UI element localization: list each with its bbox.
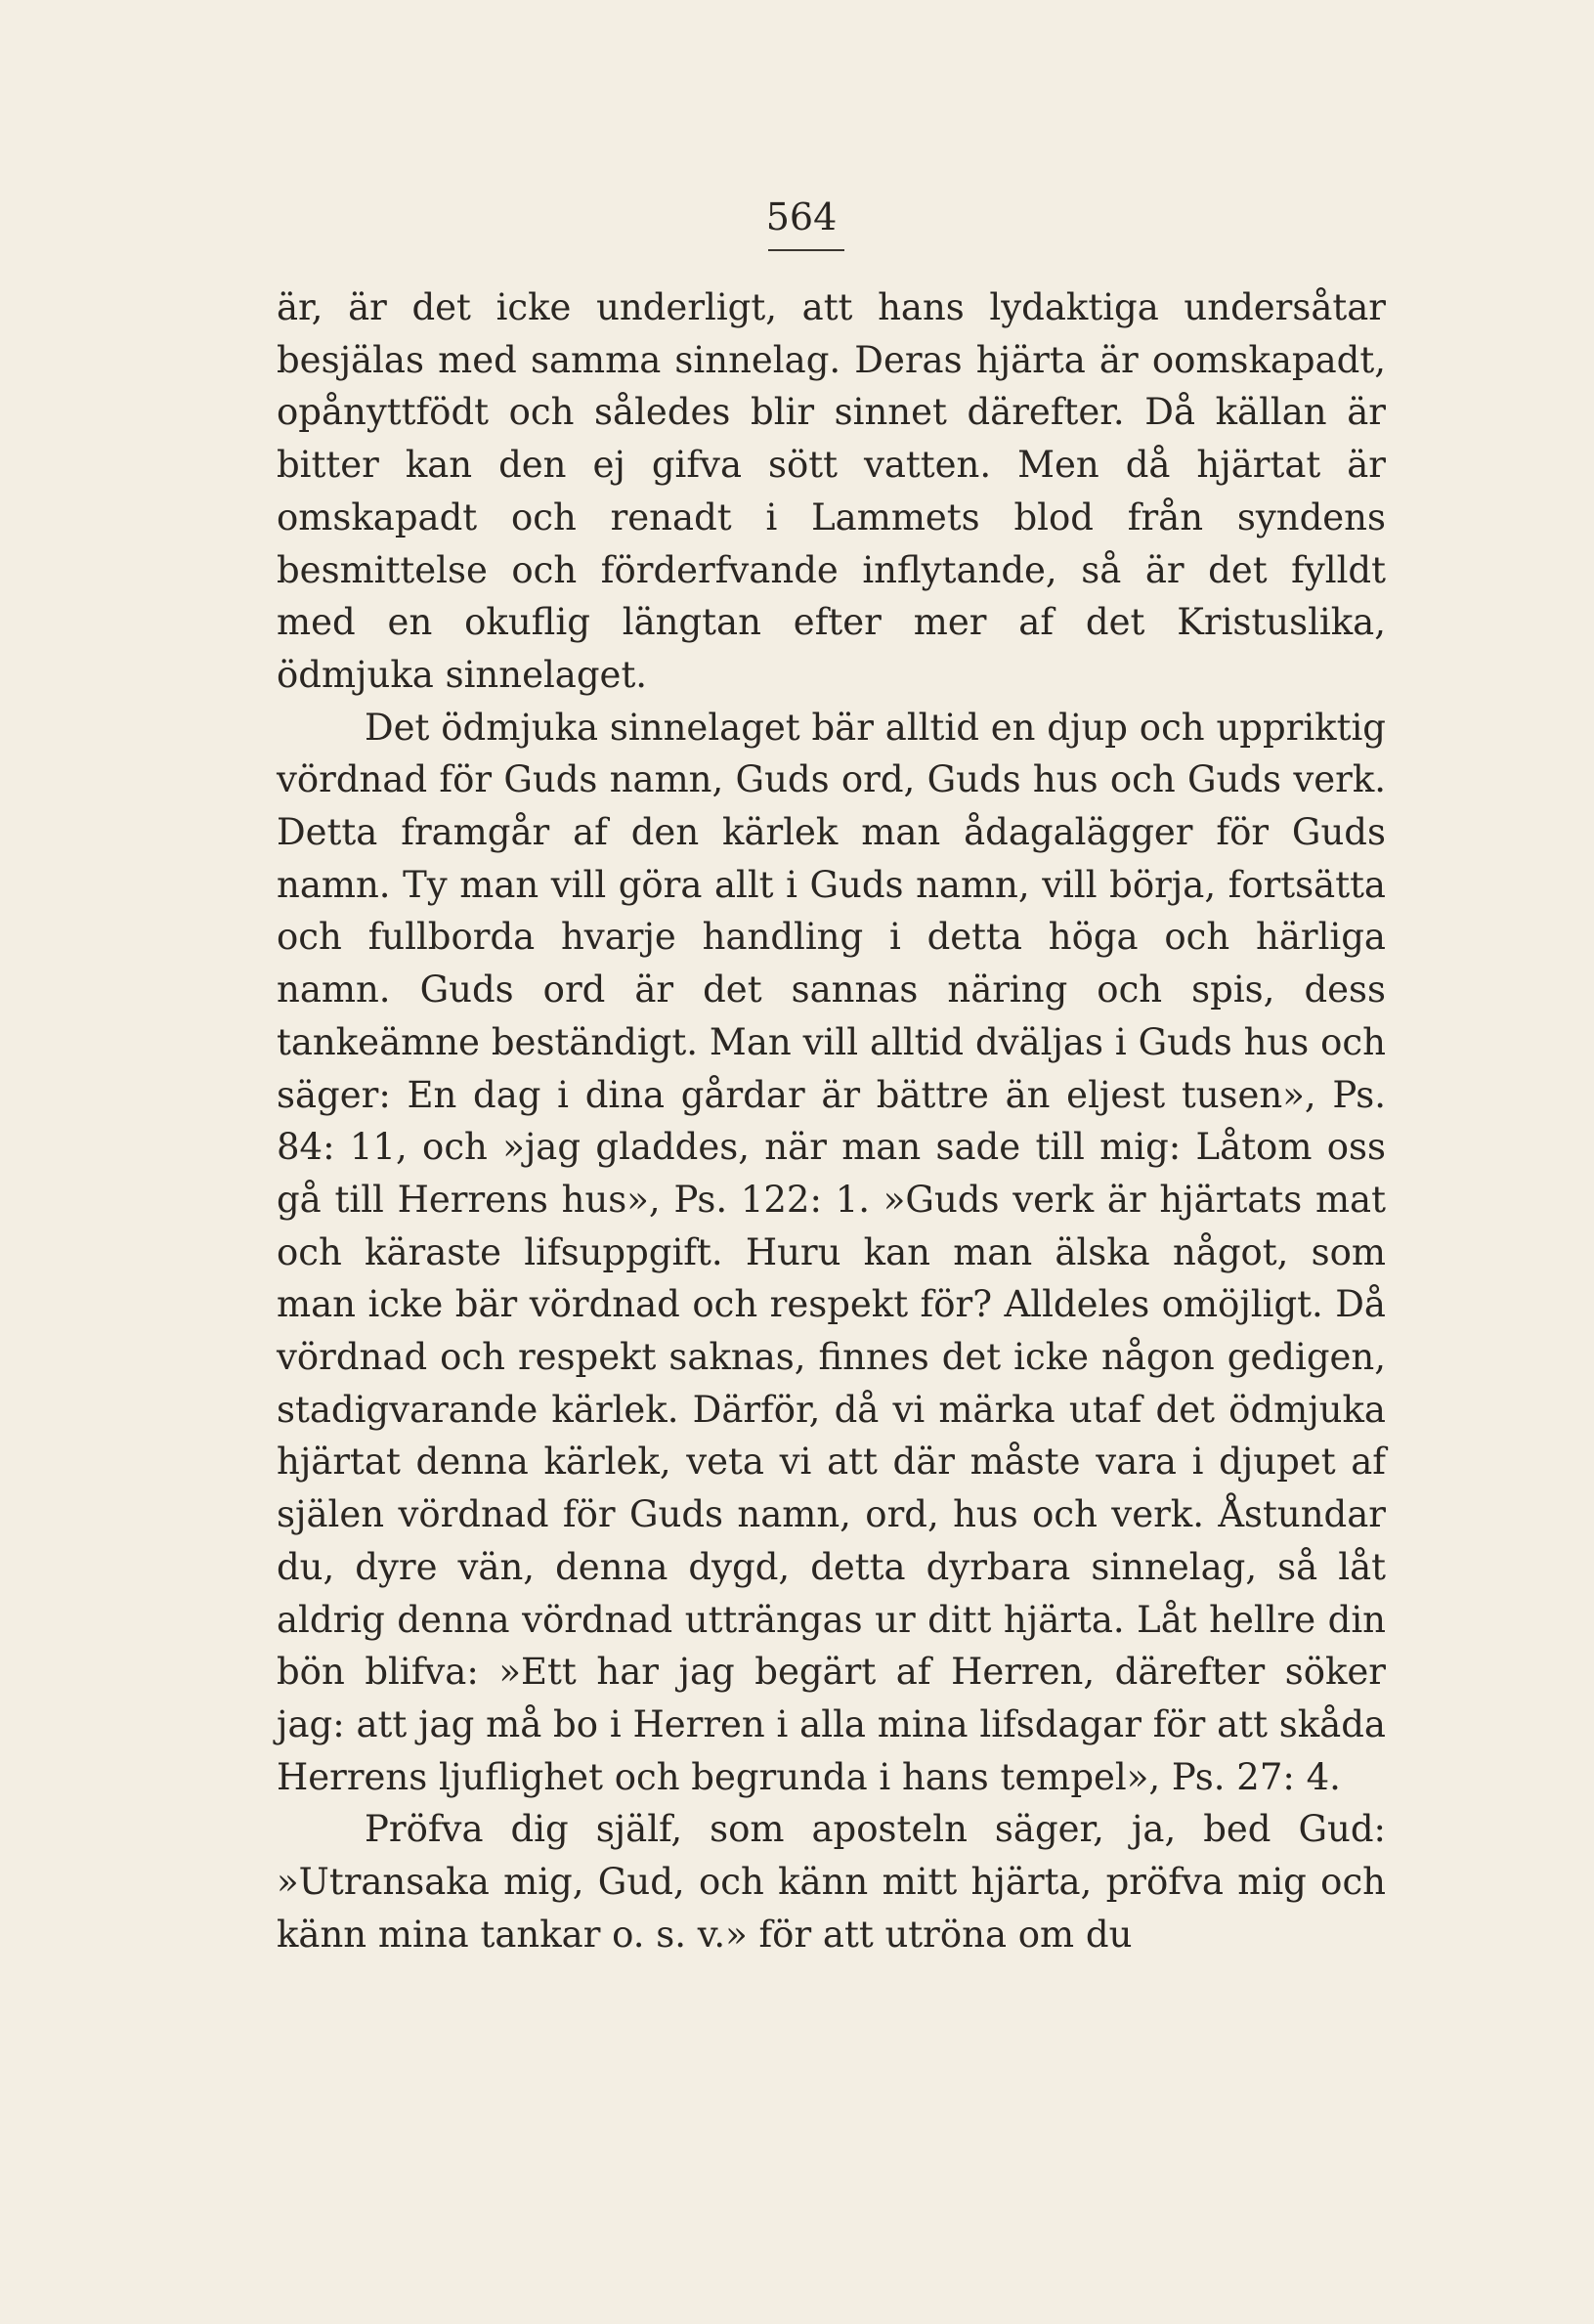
page-number: 564 — [765, 195, 838, 238]
body-text — [277, 281, 1386, 1961]
paragraph-3: Pröfva dig själf, som aposteln säger, ja, bed Gud: »Utransaka mig, Gud, och känn mitt hjärta, pröfva mig och känn mina tankar o. s. v.» för att utröna om du — [277, 1808, 1386, 1956]
paragraph-1: är, är det icke underligt, att hans lydaktiga undersåtar besjälas med samma sinnelag. Deras hjärta är oomskapadt, opånyttfödt och således blir sinnet därefter. Då källan är bitter kan den ej gifva sött vatten. Men då hjärtat är omskapadt och renadt i Lammets blod från syndens besmittelse och förderfvande inflytande, så är det fylldt med en okuflig längtan efter mer af det Kristuslika, ödmjuka sinnelaget. — [277, 286, 1386, 696]
page-number-underline — [768, 249, 844, 251]
paragraph-2: Det ödmjuka sinnelaget bär alltid en djup och uppriktig vördnad för Guds namn, Guds ord, Guds hus och Guds verk. Detta framgår af den kärlek man ådagalägger för Guds namn. Ty man vill göra allt i Guds namn, vill börja, fortsätta och fullborda hvarje handling i detta höga och härliga namn. Guds ord är det sannas näring och spis, dess tankeämne beständigt. Man vill alltid dväljas i Guds hus och säger: En dag i dina gårdar är bättre än eljest tusen», Ps. 84: 11, och »jag gladdes, när man sade till mig: Låtom oss gå till Herrens hus», Ps. 122: 1. »Guds verk är hjärtats mat och käraste lifsuppgift. Huru kan man älska något, som man icke bär vördnad och respekt för? Alldeles omöjligt. Då vördnad och respekt saknas, finnes det icke någon gedigen, stadigvarande kärlek. Därför, då vi märka utaf det ödmjuka hjärtat denna kärlek, veta vi att där måste vara i djupet af själen vördnad för Guds namn, ord, hus och verk. Åstundar du, dyre vän, denna dygd, detta dyrbara sinnelag, så låt aldrig denna vördnad utträngas ur ditt hjärta. Låt hellre din bön blifva: »Ett har jag begärt af Herren, därefter söker jag: att jag må bo i Herren i alla mina lifsdagar för att skåda Herrens ljuflighet och begrunda i hans tempel», Ps. 27: 4. — [277, 706, 1386, 1798]
